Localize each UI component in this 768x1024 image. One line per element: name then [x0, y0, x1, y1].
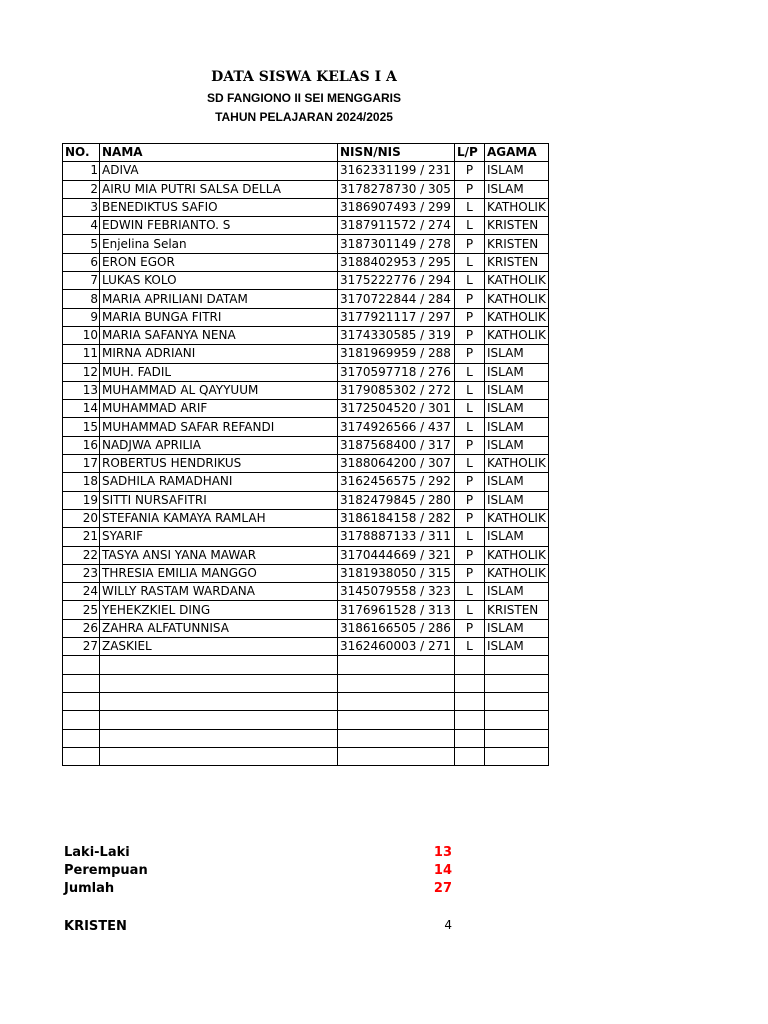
student-name: YEHEKZKIEL DING — [100, 601, 338, 619]
row-number: 1 — [63, 162, 100, 180]
student-gender — [455, 747, 485, 765]
student-religion: KATHOLIK — [485, 546, 549, 564]
student-gender: P — [455, 235, 485, 253]
student-gender: L — [455, 217, 485, 235]
student-gender: L — [455, 363, 485, 381]
female-count: 14 — [433, 863, 452, 878]
student-name: MUHAMMAD AL QAYYUUM — [100, 381, 338, 399]
table-row — [63, 619, 549, 637]
student-name: STEFANIA KAMAYA RAMLAH — [100, 509, 338, 527]
student-religion: ISLAM — [485, 418, 549, 436]
row-number — [63, 674, 100, 692]
kristen-label: KRISTEN — [64, 919, 127, 934]
student-name: MARIA APRILIANI DATAM — [100, 290, 338, 308]
student-name: WILLY RASTAM WARDANA — [100, 583, 338, 601]
column-header-lp: L/P — [455, 144, 485, 162]
student-religion: ISLAM — [485, 180, 549, 198]
row-number: 14 — [63, 400, 100, 418]
student-religion — [485, 729, 549, 747]
table-row — [63, 638, 549, 656]
table-row — [63, 345, 549, 363]
student-nisn — [338, 729, 455, 747]
student-nisn: 3179085302 / 272 — [338, 381, 455, 399]
table-row — [63, 747, 549, 765]
row-number: 7 — [63, 272, 100, 290]
student-nisn: 3188064200 / 307 — [338, 455, 455, 473]
table-row — [63, 235, 549, 253]
row-number — [63, 692, 100, 710]
student-gender: L — [455, 638, 485, 656]
student-nisn — [338, 692, 455, 710]
student-gender: P — [455, 326, 485, 344]
student-gender: L — [455, 601, 485, 619]
student-name: ZASKIEL — [100, 638, 338, 656]
student-gender: P — [455, 162, 485, 180]
table-row — [63, 674, 549, 692]
student-religion: ISLAM — [485, 638, 549, 656]
row-number — [63, 747, 100, 765]
student-name: ROBERTUS HENDRIKUS — [100, 455, 338, 473]
table-row — [63, 692, 549, 710]
table-row — [63, 583, 549, 601]
column-header-no: NO. — [63, 144, 100, 162]
student-religion: KRISTEN — [485, 601, 549, 619]
table-row — [63, 729, 549, 747]
student-name: ZAHRA ALFATUNNISA — [100, 619, 338, 637]
row-number: 9 — [63, 308, 100, 326]
student-religion: ISLAM — [485, 473, 549, 491]
student-religion: ISLAM — [485, 436, 549, 454]
row-number: 3 — [63, 198, 100, 216]
student-gender: L — [455, 272, 485, 290]
student-nisn — [338, 747, 455, 765]
column-header-agama: AGAMA — [485, 144, 549, 162]
student-name — [100, 747, 338, 765]
student-gender: P — [455, 473, 485, 491]
total-label: Jumlah — [64, 881, 115, 896]
row-number: 10 — [63, 326, 100, 344]
student-nisn — [338, 674, 455, 692]
table-row — [63, 381, 549, 399]
student-name — [100, 656, 338, 674]
row-number: 8 — [63, 290, 100, 308]
student-name — [100, 729, 338, 747]
student-gender: L — [455, 253, 485, 271]
column-header-nisn: NISN/NIS — [338, 144, 455, 162]
row-number: 22 — [63, 546, 100, 564]
student-gender — [455, 674, 485, 692]
row-number: 23 — [63, 564, 100, 582]
row-number: 17 — [63, 455, 100, 473]
total-count: 27 — [433, 881, 452, 896]
row-number — [63, 729, 100, 747]
column-header-nama: NAMA — [100, 144, 338, 162]
student-religion: ISLAM — [485, 381, 549, 399]
student-name: MARIA BUNGA FITRI — [100, 308, 338, 326]
table-row — [63, 400, 549, 418]
student-gender: L — [455, 381, 485, 399]
row-number: 19 — [63, 491, 100, 509]
student-nisn: 3181938050 / 315 — [338, 564, 455, 582]
table-row — [63, 180, 549, 198]
student-religion: KRISTEN — [485, 235, 549, 253]
table-row — [63, 217, 549, 235]
student-religion: KATHOLIK — [485, 290, 549, 308]
student-religion: KATHOLIK — [485, 509, 549, 527]
table-row — [63, 546, 549, 564]
student-gender: P — [455, 308, 485, 326]
student-name: SADHILA RAMADHANI — [100, 473, 338, 491]
student-nisn: 3175222776 / 294 — [338, 272, 455, 290]
student-nisn: 3162456575 / 292 — [338, 473, 455, 491]
academic-year: TAHUN PELAJARAN 2024/2025 — [215, 110, 393, 124]
student-religion: KATHOLIK — [485, 564, 549, 582]
table-row — [63, 601, 549, 619]
student-nisn: 3178278730 / 305 — [338, 180, 455, 198]
table-row — [63, 509, 549, 527]
student-gender: P — [455, 345, 485, 363]
student-religion: ISLAM — [485, 528, 549, 546]
row-number: 25 — [63, 601, 100, 619]
student-gender: P — [455, 491, 485, 509]
table-row — [63, 656, 549, 674]
student-gender: L — [455, 583, 485, 601]
student-name: ERON EGOR — [100, 253, 338, 271]
table-row — [63, 253, 549, 271]
student-religion: KATHOLIK — [485, 455, 549, 473]
student-name: MUHAMMAD SAFAR REFANDI — [100, 418, 338, 436]
row-number: 2 — [63, 180, 100, 198]
student-gender: P — [455, 546, 485, 564]
student-religion: KRISTEN — [485, 253, 549, 271]
female-label: Perempuan — [64, 863, 148, 878]
row-number — [63, 656, 100, 674]
student-nisn — [338, 711, 455, 729]
student-gender: L — [455, 528, 485, 546]
row-number — [63, 711, 100, 729]
student-gender: L — [455, 455, 485, 473]
table-row — [63, 436, 549, 454]
table-row — [63, 198, 549, 216]
male-label: Laki-Laki — [64, 845, 130, 860]
student-gender — [455, 656, 485, 674]
row-number: 5 — [63, 235, 100, 253]
student-nisn: 3182479845 / 280 — [338, 491, 455, 509]
student-gender: L — [455, 418, 485, 436]
row-number: 27 — [63, 638, 100, 656]
row-number: 20 — [63, 509, 100, 527]
student-religion: KRISTEN — [485, 217, 549, 235]
row-number: 26 — [63, 619, 100, 637]
student-name — [100, 674, 338, 692]
student-name: AIRU MIA PUTRI SALSA DELLA — [100, 180, 338, 198]
student-gender: P — [455, 619, 485, 637]
table-row — [63, 290, 549, 308]
student-table — [62, 143, 549, 766]
student-gender: P — [455, 290, 485, 308]
student-nisn: 3162460003 / 271 — [338, 638, 455, 656]
row-number: 21 — [63, 528, 100, 546]
student-name — [100, 692, 338, 710]
student-gender — [455, 692, 485, 710]
row-number: 4 — [63, 217, 100, 235]
row-number: 15 — [63, 418, 100, 436]
table-header-row — [63, 144, 549, 162]
student-religion: KATHOLIK — [485, 308, 549, 326]
student-nisn: 3187568400 / 317 — [338, 436, 455, 454]
student-nisn: 3170597718 / 276 — [338, 363, 455, 381]
student-religion: ISLAM — [485, 162, 549, 180]
student-nisn: 3176961528 / 313 — [338, 601, 455, 619]
student-nisn: 3188402953 / 295 — [338, 253, 455, 271]
student-religion: ISLAM — [485, 400, 549, 418]
student-gender — [455, 729, 485, 747]
student-name: EDWIN FEBRIANTO. S — [100, 217, 338, 235]
student-name: MARIA SAFANYA NENA — [100, 326, 338, 344]
table-row — [63, 711, 549, 729]
student-nisn: 3170722844 / 284 — [338, 290, 455, 308]
student-name: THRESIA EMILIA MANGGO — [100, 564, 338, 582]
student-religion: ISLAM — [485, 619, 549, 637]
student-nisn: 3181969959 / 288 — [338, 345, 455, 363]
student-name: TASYA ANSI YANA MAWAR — [100, 546, 338, 564]
student-religion: ISLAM — [485, 491, 549, 509]
student-religion: ISLAM — [485, 583, 549, 601]
student-nisn: 3174330585 / 319 — [338, 326, 455, 344]
school-name: SD FANGIONO II SEI MENGGARIS — [206, 91, 402, 105]
student-gender: P — [455, 180, 485, 198]
document-title: DATA SISWA KELAS I A — [211, 69, 397, 85]
student-name: MUHAMMAD ARIF — [100, 400, 338, 418]
row-number: 12 — [63, 363, 100, 381]
row-number: 11 — [63, 345, 100, 363]
student-nisn: 3172504520 / 301 — [338, 400, 455, 418]
student-religion: ISLAM — [485, 345, 549, 363]
student-gender: P — [455, 564, 485, 582]
row-number: 13 — [63, 381, 100, 399]
student-religion — [485, 692, 549, 710]
table-row — [63, 308, 549, 326]
table-row — [63, 272, 549, 290]
student-nisn: 3187301149 / 278 — [338, 235, 455, 253]
student-name — [100, 711, 338, 729]
student-name: Enjelina Selan — [100, 235, 338, 253]
student-religion: KATHOLIK — [485, 272, 549, 290]
student-religion: ISLAM — [485, 363, 549, 381]
student-nisn: 3186184158 / 282 — [338, 509, 455, 527]
student-nisn: 3186907493 / 299 — [338, 198, 455, 216]
student-name: NADJWA APRILIA — [100, 436, 338, 454]
student-gender: L — [455, 400, 485, 418]
student-gender — [455, 711, 485, 729]
student-gender: L — [455, 198, 485, 216]
student-name: SITTI NURSAFITRI — [100, 491, 338, 509]
table-row — [63, 455, 549, 473]
row-number: 24 — [63, 583, 100, 601]
student-religion: KATHOLIK — [485, 326, 549, 344]
row-number: 6 — [63, 253, 100, 271]
table-row — [63, 564, 549, 582]
table-row — [63, 363, 549, 381]
table-row — [63, 418, 549, 436]
table-row — [63, 326, 549, 344]
table-row — [63, 491, 549, 509]
student-name: MIRNA ADRIANI — [100, 345, 338, 363]
student-nisn: 3187911572 / 274 — [338, 217, 455, 235]
student-name: ADIVA — [100, 162, 338, 180]
student-name: SYARIF — [100, 528, 338, 546]
table-row — [63, 528, 549, 546]
student-nisn: 3186166505 / 286 — [338, 619, 455, 637]
student-gender: P — [455, 436, 485, 454]
table-row — [63, 473, 549, 491]
student-religion — [485, 711, 549, 729]
student-name: BENEDIKTUS SAFIO — [100, 198, 338, 216]
student-nisn: 3177921117 / 297 — [338, 308, 455, 326]
student-nisn: 3145079558 / 323 — [338, 583, 455, 601]
student-gender: P — [455, 509, 485, 527]
student-religion — [485, 656, 549, 674]
male-count: 13 — [433, 845, 452, 860]
student-nisn: 3174926566 / 437 — [338, 418, 455, 436]
student-nisn: 3170444669 / 321 — [338, 546, 455, 564]
student-nisn — [338, 656, 455, 674]
student-name: LUKAS KOLO — [100, 272, 338, 290]
kristen-count: 4 — [444, 918, 452, 932]
student-religion: KATHOLIK — [485, 198, 549, 216]
student-nisn: 3178887133 / 311 — [338, 528, 455, 546]
student-religion — [485, 747, 549, 765]
table-row — [63, 162, 549, 180]
student-name: MUH. FADIL — [100, 363, 338, 381]
student-nisn: 3162331199 / 231 — [338, 162, 455, 180]
row-number: 18 — [63, 473, 100, 491]
student-religion — [485, 674, 549, 692]
row-number: 16 — [63, 436, 100, 454]
